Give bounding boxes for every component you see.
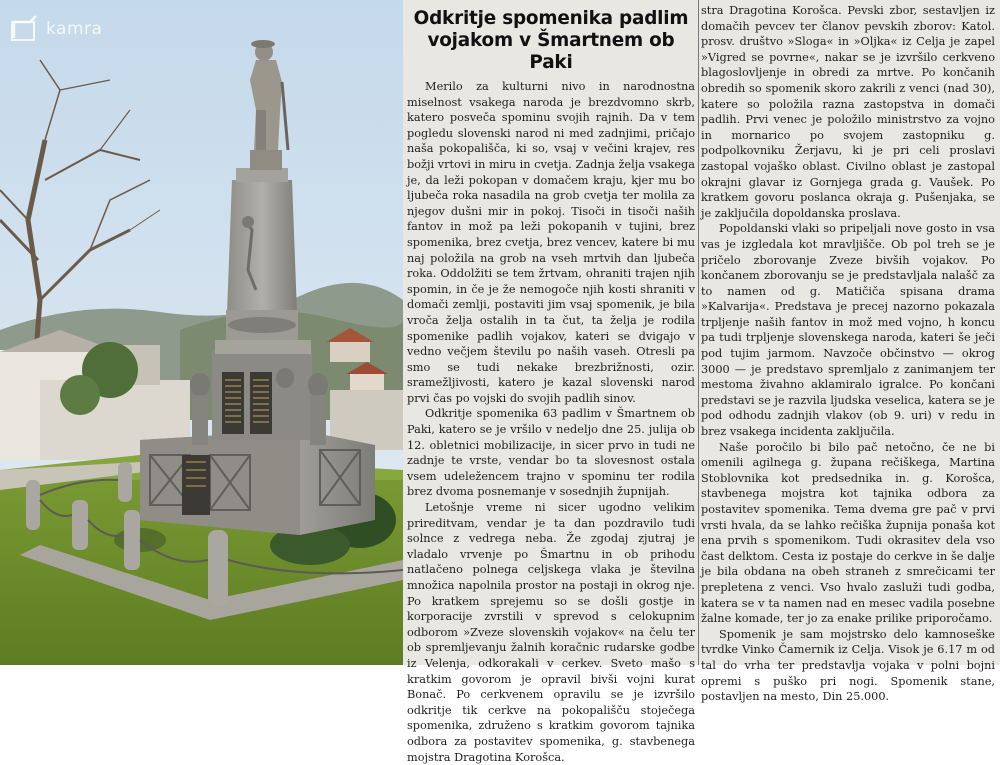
paragraph: Merilo za kulturni nivo in narodnostna miselnost vsakega naroda je brezdvomno skrb, katero posveča spominu svojih rajnih. Da v tem pogledu slovenski narod ni med zadnjimi, pričajo naša pokopališča, ki so, vsaj v večini krajev, res božji vrtovi in miru in cvetja. Zadnja želja vsakega je, da leži pokopan v domačem kraju, kjer mu bo ljubeča roka nasadila na grob cvetja ter molila za njegov dušni mir in pokoj. Tisoči in tisoči naših fantov in mož pa leži pokopanih v tujini, brez spomenika, brez cvetja, brez vencev, katere bi mu naj položila na grob na vseh mrtvih dan ljubeča roka. Oddolžiti se tem žrtvam, ohraniti trajen njih spomin, in če je že nemogoče njih kosti shraniti v domači zemlji, postaviti jim vsaj spomenik, je bila vroča želja ostalih in ta čut, ta želja je rodila spomenike padlih vojakov, kateri se dvigajo v vedno večjem številu po naših vaseh. Otresli pa smo se tudi nekake brezbrižnosti, ozir. sramežljivosti, katero je kazal slovenski narod prvi čas po vojski do svojih padlih sinov.	[407, 80, 695, 405]
front-inscription-plaque	[182, 455, 210, 515]
plaque-right	[250, 372, 272, 434]
urn-left	[190, 373, 210, 397]
urn-right	[308, 373, 328, 397]
article-headline: Odkritje spomenika padlim vojakom v Šmartnem ob Paki	[413, 8, 689, 73]
article-column-2	[701, 0, 995, 704]
paragraph: Popoldanski vlaki so pripeljali nove gosto in vsa vas je izgledala kot mravljišče. Ob pol treh se je pričelo zborovanje Zveze bivših vojakov. Po končanem zborovanju se je predstavljala nalašč za to namen od g. Matičiča spisana drama »Kalvarija«. Predstava je precej nazorno pokazala trpljenje naših fantov in mož med vojno, h koncu pa tudi trpljenje slovenskega naroda, kateri še ječi pod tujim jarmom. Navzoče občinstvo — okrog 3000 — je predstavo spremljalo z zanimanjem ter mestoma živahno aklamiralo igralce. Po končani predstavi se je razvila ljudska veselica, katera se je pod odhodu zadnjih vlakov (ob 9. uri) v redu in brez vsakega incidenta zaključila.	[701, 222, 995, 439]
house	[330, 340, 370, 362]
article-column-1	[407, 0, 695, 764]
column-divider	[698, 0, 699, 665]
memorial-photo	[0, 0, 403, 665]
newspaper-clipping	[403, 0, 1000, 764]
memorial-scene	[0, 0, 403, 665]
kamra-logo-icon	[8, 14, 42, 44]
helmet	[251, 40, 275, 48]
watermark-text: kamra	[46, 19, 103, 39]
paragraph: Odkritje spomenika 63 padlim v Šmartnem ob Paki, katero se je vršilo v nedeljo dne 25. julija ob 12. obletnici mobilizacije, in sicer prvo in tudi ne zadnje te vrste, vendar bo ta slovesnost ostala vsem udeležencem trajno v spominu ter rodila brez dvoma posnemanje v sosednjih župnijah.	[407, 407, 695, 499]
paragraph: Spomenik je sam mojstrsko delo kamnoseške tvrdke Vinko Čamernik iz Celja. Visok je 6.17 m od tal do vrha ter predstavlja vojaka v polni bojni opremi s puško pri nogi. Spomenik stane, postavljen na mesto, Din 25.000.	[701, 627, 995, 704]
urn-middle	[276, 368, 294, 388]
paragraph: Naše poročilo bi bilo pač netočno, če ne bi omenili agilnega g. župana rečiškega, Martina Stoblovnika kot predsednika in. g. Korošca, stavbenega mojstra kot tajnika odbora za postavitev spomenika. Tema dvema gre pač v prvi vrsti hvala, da se lahko rečiška župnija ponaša kot ena prvih s spomenikom. Tudi okrasitev dela vso čast delktom. Cesta iz postaje do cerkve in še dalje je bila obdana na obeh straneh z smrečicami ter prepletena z venci. Vso hvalo zasluži tudi godba, katera se v ta namen nad en mesec vadila posebne žalne komade, ter jo za enake prilike priporočamo.	[701, 440, 995, 626]
kamra-watermark	[8, 14, 102, 44]
paragraph: stra Dragotina Korošca. Pevski zbor, sestavljen iz domačih pevcev ter članov pevskih zborov: Katol. prosv. društvo »Sloga« in »Oljka« iz Celja je zapel »Vigred se povrne«, nakar se je izvršilo cerkveno blagoslovljenje in obredi za mrtve. Po končanih obredih so spomenik skoro zakrili z venci (nad 30), katere so položila razna zastopstva in domači padlih. Prvi venec je položilo ministrstvo za vojno in mornarico po svojem zastopniku g. podpolkovniku Žerjavu, ki je pri celi proslavi zastopal vojaško oblast. Civilno oblast je zastopal okrajni glavar iz Gornjega grada g. Vaušek. Po kratkem govoru poslanca okraja g. Pušenjaka, se je zaključila dopoldanska proslava.	[701, 4, 995, 220]
paragraph: Letošnje vreme ni sicer ugodno velikim prireditvam, vendar je ta dan pozdravilo tudi solnce z vedrega neba. Že zgodaj zjutraj je vladalo vrvenje po Šmartnu in ob prihodu natlačeno polnega celjskega vlaka je številna množica napolnila prostor na postaji in okrog nje. Po kratkem sprejemu so se došli gostje in korporacije zvrstili v sprevod s celokupnim odborom »Zveze slovenskih vojakov« na čelu ter ob spremljevanju žalnih koračnic rudarske godbe iz Velenja, odkorakali v cerkev. Sveto mašo s kratkim govorom je opravil bivši vojni kurat Bonač. Po cerkvenem opravilu se je izvršilo odkritje tik cerkve na pokopališču stoječega spomenika, združeno s kratkim govorom tajnika odbora za postavitev spomenika, g. stavbenega mojstra Dragotina Korošca.	[407, 501, 695, 764]
plaque-left	[222, 372, 244, 434]
